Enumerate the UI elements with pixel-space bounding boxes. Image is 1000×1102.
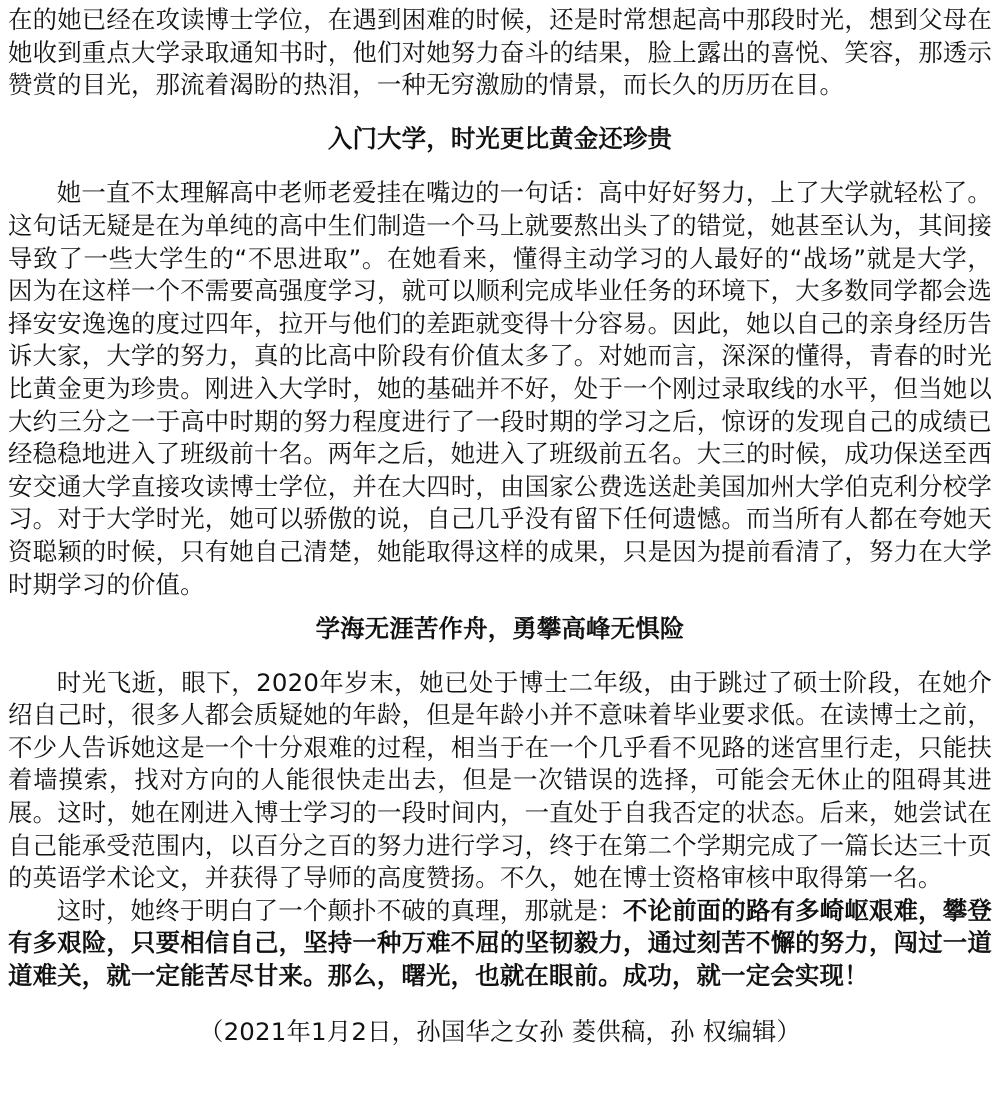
paragraph-phd-study: 时光飞逝，眼下，2020年岁末，她已处于博士二年级，由于跳过了硕士阶段，在她介绍自己时，很多人都会质疑她的年龄，但是年龄小并不意味着毕业要求低。在读博士之前，不少人告诉她这是一个十分艰难的过程，相当于在一个几乎看不见路的迷宫里行走，只能扶着墙摸索，找对方向的人能很快走出去，但是一次错误的选择，可能会无休止的阻碍其进展。这时，她在刚进入博士学习的一段时间内，一直处于自我否定的状态。后来，她尝试在自己能承受范围内，以百分之百的努力进行学习，终于在第二个学期完成了一篇长达三十页的英语学术论文，并获得了导师的高度赞扬。不久，她在博士资格审核中取得第一名。 — [8, 667, 992, 893]
section-heading-university: 入门大学，时光更比黄金还珍贵 — [327, 123, 673, 153]
paragraph-university-years: 她一直不太理解高中老师老爱挂在嘴边的一句话：高中好好努力，上了大学就轻松了。这句话无疑是在为单纯的高中生们制造一个马上就要熬出头了的错觉，她甚至认为，其间接导致了一些大学生的“不思进取”。在她看来，懂得主动学习的人最好的“战场”就是大学，因为在这样一个不需要高强度学习，就可以顺利完成毕业任务的环境下，大多数同学都会选择安安逸逸的度过四年，拉开与他们的差距就变得十分容易。因此，她以自己的亲身经历告诉大家，大学的努力，真的比高中阶段有价值太多了。对她而言，深深的懂得，青春的时光比黄金更为珍贵。刚进入大学时，她的基础并不好，处于一个刚过录取线的水平，但当她以大约三分之一于高中时期的努力程度进行了一段时期的学习之后，惊讶的发现自己的成绩已经稳稳地进入了班级前十名。两年之后，她进入了班级前五名。大三的时候，成功保送至西安交通大学直接攻读博士学位，并在大四时，由国家公费选送赴美国加州大学伯克利分校学习。对于大学时光，她可以骄傲的说，自己几乎没有留下任何遗憾。而当所有人都在夸她天资聪颖的时候，只有她自己清楚，她能取得这样的成果，只是因为提前看清了，努力在大学时期学习的价值。 — [8, 178, 992, 599]
paragraph-truth — [8, 895, 992, 993]
intro-paragraph: 在的她已经在攻读博士学位，在遇到困难的时候，还是时常想起高中那段时光，想到父母在她收到重点大学录取通知书时，他们对她努力奋斗的结果，脸上露出的喜悦、笑容，那透示赞赏的目光，那流着渴盼的热泪，一种无穷激励的情景，而长久的历历在目。 — [8, 5, 992, 100]
truth-lead-text: 这时，她终于明白了一个颠扑不破的真理，那就是： — [56, 895, 623, 925]
truth-emphasis-text: 不论前面的路有多崎岖艰难，攀登有多艰险，只要相信自己，坚持一种万难不屈的坚韧毅力，通过刻苦不懈的努力，闯过一道道难关，就一定能苦尽甘来。那么，曙光，也就在眼前。成功，就一定会实现！ — [8, 895, 992, 991]
article-page — [8, 4, 992, 1048]
footer-credit: （2021年1月2日，孙国华之女孙 菱供稿，孙 权编辑） — [198, 1016, 802, 1046]
section-heading-phd: 学海无涯苦作舟，勇攀高峰无惧险 — [315, 614, 685, 644]
